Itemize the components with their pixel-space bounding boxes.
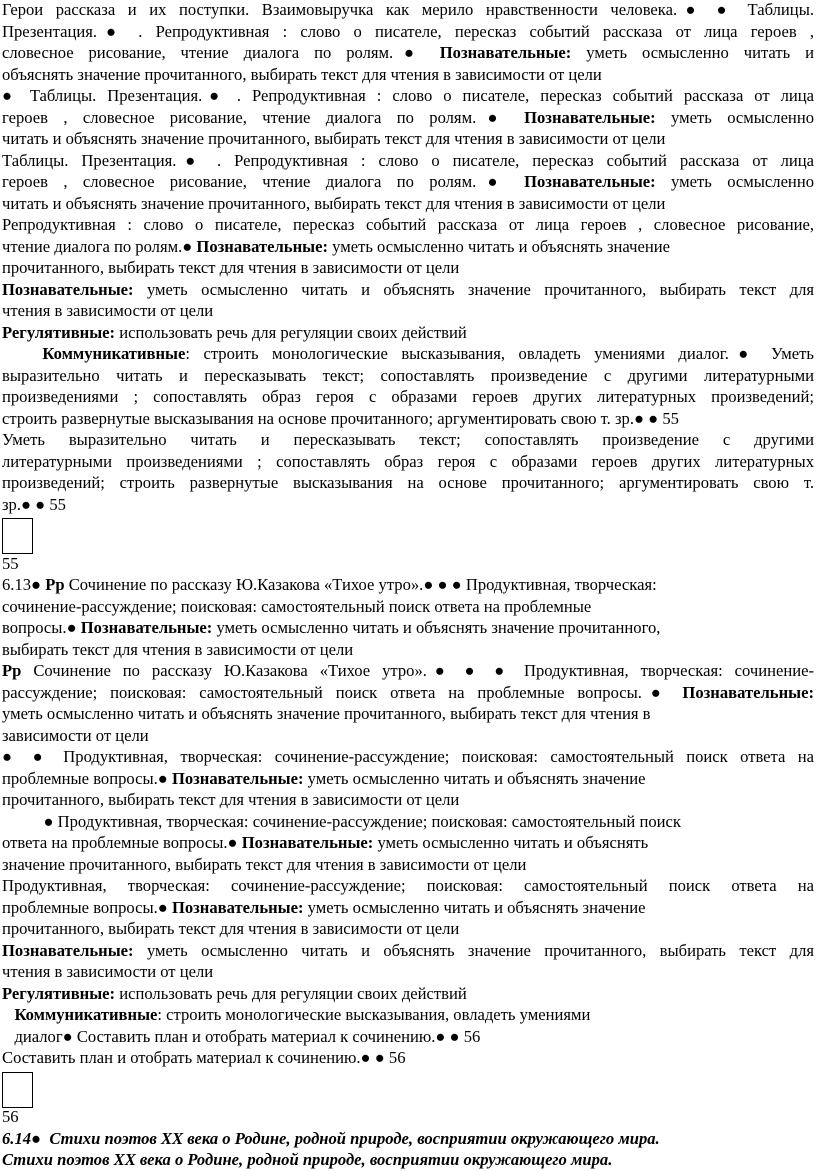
text-line [2, 86, 814, 107]
text-line [2, 258, 814, 279]
text-line [2, 984, 814, 1005]
text-run: уметь осмысленно читать и объяснять значение прочитанного, выбирать текст для [133, 940, 814, 960]
text-line [2, 769, 814, 790]
text-run: читать и объяснять значение прочитанного, выбирать текст для чтения в зависимости от цели [2, 193, 666, 213]
text-run: уметь осмысленно [655, 107, 814, 127]
text-line [2, 323, 814, 344]
text-line [2, 409, 814, 430]
text-run: литературными произведениями ; сопоставлять образ героя с образами героев других литературных [2, 451, 814, 471]
text-line [2, 0, 814, 21]
bold-label: Познавательные: [2, 279, 134, 299]
text-run: объяснять значение прочитанного, выбирать текст для чтения в зависимости от цели [2, 64, 602, 84]
text-run: использовать речь для регуляции своих действий [115, 322, 467, 342]
text-line [2, 554, 814, 575]
text-run: уметь осмысленно читать и [571, 43, 814, 62]
bold-label: Рр [45, 575, 65, 594]
text-line [2, 301, 814, 322]
bold-label: Познавательные: [241, 833, 374, 852]
text-run: использовать речь для регуляции своих действий [115, 983, 467, 1003]
text-line [2, 1107, 814, 1128]
text-run: Уметь выразительно читать и пересказывать текст; сопоставлять произведение с другими [2, 430, 814, 449]
bold-label: Познавательные: [524, 107, 656, 127]
text-run: Герои рассказа и их поступки. Взаимовыручка как мерило нравственности человека.● ● Таблицы. [2, 0, 814, 19]
text-line [2, 855, 814, 876]
text-line [2, 473, 814, 494]
text-run: уметь осмысленно читать и объяснять значение прочитанного, выбирать текст для [133, 279, 814, 299]
bold-label: Коммуникативные [42, 344, 186, 363]
text-line [2, 812, 814, 833]
text-run: 55 [2, 553, 19, 573]
text-run: Репродуктивная : слово о писателе, пересказ событий рассказа от лица героев , словесное рисование, [2, 215, 814, 234]
text-run [2, 344, 42, 363]
text-run: уметь осмысленно [655, 172, 814, 191]
text-line [2, 387, 814, 408]
text-line [2, 876, 814, 897]
text-run: ● Продуктивная, творческая: сочинение-рассуждение; поисковая: самостоятельный поиск [2, 811, 681, 831]
text-run: ● Таблицы. Презентация.● . Репродуктивная : слово о писателе, пересказ событий рассказа от лица [2, 86, 814, 105]
text-run: : строить монологические высказывания, овладеть умениями [157, 1005, 591, 1024]
text-line [2, 941, 814, 962]
text-run: уметь осмысленно читать и объяснять значение [303, 768, 646, 788]
text-run: выразительно читать и пересказывать текст; сопоставлять произведение с другими литературными [2, 365, 814, 385]
text-line [2, 640, 814, 661]
text-run: строить развернутые высказывания на основе прочитанного; аргументировать свою т. зр.● ● 55 [2, 408, 679, 428]
text-line [2, 194, 814, 215]
text-line [2, 280, 814, 301]
text-run: ответа на проблемные вопросы.● [2, 833, 242, 852]
text-run: Составить план и отобрать материал к сочинению.● ● 56 [2, 1048, 406, 1067]
text-run: произведениями ; сопоставлять образ героя с образами героев других литературных произведений; [2, 387, 814, 406]
text-line [2, 597, 814, 618]
text-line [2, 43, 814, 64]
text-run: уметь осмысленно читать и объяснять значение прочитанного, [212, 618, 661, 637]
text-run: Продуктивная, творческая: сочинение-рассуждение; поисковая: самостоятельный поиск ответа на [2, 876, 814, 895]
text-line [2, 22, 814, 43]
bold-label: Коммуникативные [14, 1005, 158, 1024]
text-run: вопросы.● [2, 618, 81, 637]
text-run: героев , словесное рисование, чтение диалога по ролям.● [2, 172, 525, 191]
text-run: рассуждение; поисковая: самостоятельный поиск ответа на проблемные вопросы.● [2, 682, 683, 702]
text-run: зависимости от цели [2, 725, 149, 745]
text-run: чтения в зависимости от цели [2, 301, 214, 320]
bold-label: Познавательные: [682, 682, 814, 702]
text-run: выбирать текст для чтения в зависимости от цели [2, 639, 354, 659]
text-run: диалог● Составить план и отобрать материал к сочинению.● ● 56 [2, 1026, 481, 1046]
text-line [2, 1129, 814, 1150]
text-run: прочитанного, выбирать текст для чтения в зависимости от цели [2, 790, 460, 809]
text-line [2, 747, 814, 768]
text-run: уметь осмысленно читать и объяснять значение [303, 897, 646, 917]
text-line [2, 129, 814, 150]
text-run: произведений; строить развернутые высказывания на основе прочитанного; аргументировать свою т. [2, 473, 814, 492]
text-line [2, 65, 814, 86]
text-run: читать и объяснять значение прочитанного, выбирать текст для чтения в зависимости от цели [2, 129, 666, 148]
text-run: 56 [2, 1107, 19, 1126]
text-line [2, 172, 814, 193]
text-run: сочинение-рассуждение; поисковая: самостоятельный поиск ответа на проблемные [2, 596, 592, 616]
text-run: Презентация.● . Репродуктивная : слово о писателе, пересказ событий рассказа от лица героев , [2, 21, 814, 41]
text-line [2, 1027, 814, 1048]
text-line [2, 215, 814, 236]
text-run: чтение диалога по ролям.● [2, 236, 197, 256]
text-line [2, 1048, 814, 1069]
text-run: 6.14● Стихи поэтов XX века о Родине, родной природе, восприятии окружающего мира. [2, 1128, 660, 1148]
text-line [2, 790, 814, 811]
bold-label: Рр [2, 661, 22, 680]
bold-label: Познавательные: [2, 940, 134, 960]
text-run: ● ● Продуктивная, творческая: сочинение-рассуждение; поисковая: самостоятельный поиск ответа на [2, 747, 814, 766]
text-run: уметь осмысленно читать и объяснять значение [327, 236, 670, 256]
text-line [2, 919, 814, 940]
text-line [2, 898, 814, 919]
text-run: Таблицы. Презентация.● . Репродуктивная : слово о писателе, пересказ событий рассказа от лица [2, 150, 814, 170]
text-run: : строить монологические высказывания, овладеть умениями диалог.● Уметь [185, 344, 814, 363]
text-run: прочитанного, выбирать текст для чтения в зависимости от цели [2, 919, 460, 938]
text-run: Сочинение по рассказу Ю.Казакова «Тихое утро».● ● ● Продуктивная, творческая: сочинение- [21, 661, 814, 680]
bold-label: Познавательные: [171, 897, 304, 917]
image-placeholder-box [2, 518, 33, 554]
image-placeholder-box [2, 1072, 33, 1108]
text-run: Сочинение по рассказу Ю.Казакова «Тихое утро».● ● ● Продуктивная, творческая: [64, 575, 657, 594]
text-line [2, 430, 814, 451]
text-line [2, 495, 814, 516]
text-line [2, 683, 814, 704]
text-run: уметь осмысленно читать и объяснять [373, 833, 649, 852]
text-line [2, 1005, 814, 1026]
text-line [2, 452, 814, 473]
bold-label: Регулятивные: [2, 983, 116, 1003]
text-run: 6.13● [2, 575, 46, 594]
text-line [2, 661, 814, 682]
bold-label: Познавательные: [524, 172, 656, 191]
text-line [2, 704, 814, 725]
text-line [2, 344, 814, 365]
text-line [2, 366, 814, 387]
text-line [2, 618, 814, 639]
text-run: значение прочитанного, выбирать текст для чтения в зависимости от цели [2, 854, 527, 874]
text-run: проблемные вопросы.● [2, 768, 172, 788]
bold-label: Регулятивные: [2, 322, 116, 342]
text-run [2, 1005, 14, 1024]
text-run: Стихи поэтов XX века о Родине, родной природе, восприятии окружающего мира. [2, 1150, 613, 1169]
text-line [2, 1150, 814, 1171]
text-run: проблемные вопросы.● [2, 897, 172, 917]
text-line [2, 151, 814, 172]
text-run: чтения в зависимости от цели [2, 962, 214, 981]
text-run: героев , словесное рисование, чтение диалога по ролям.● [2, 107, 525, 127]
text-line [2, 237, 814, 258]
text-run: зр.● ● 55 [2, 494, 66, 514]
text-line [2, 108, 814, 129]
bold-label: Познавательные: [80, 618, 213, 637]
bold-label: Познавательные: [439, 43, 572, 62]
bold-label: Познавательные: [196, 236, 328, 256]
text-line [2, 833, 814, 854]
text-run: прочитанного, выбирать текст для чтения в зависимости от цели [2, 258, 460, 277]
text-run: словесное рисование, чтение диалога по ролям.● [2, 43, 440, 62]
text-line [2, 962, 814, 983]
text-line [2, 726, 814, 747]
text-run: уметь осмысленно читать и объяснять значение прочитанного, выбирать текст для чтения в [2, 704, 651, 723]
bold-label: Познавательные: [171, 768, 304, 788]
text-line [2, 575, 814, 596]
